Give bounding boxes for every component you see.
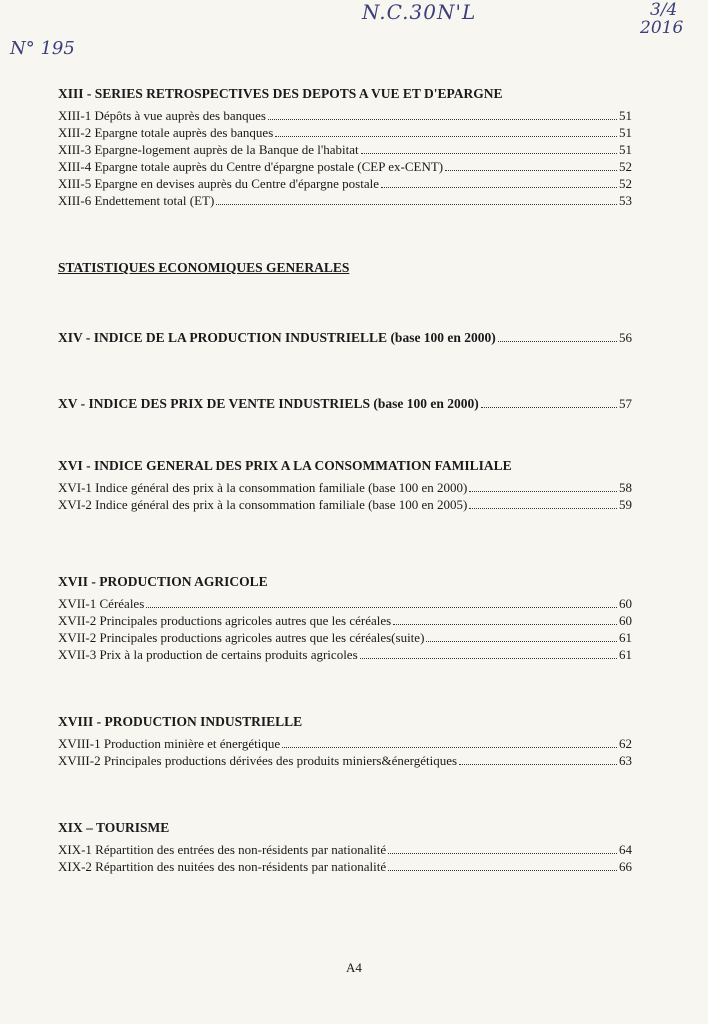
- section-heading: STATISTIQUES ECONOMIQUES GENERALES: [58, 260, 350, 275]
- entry-page: 51: [619, 108, 632, 123]
- handwritten-top-note: N.C.30N'L: [362, 0, 477, 24]
- entry-page: 58: [619, 480, 632, 495]
- toc-entry: [58, 193, 632, 210]
- dot-leader: [393, 614, 617, 625]
- toc-entry: [58, 753, 632, 770]
- page-footer-label: A4: [346, 960, 362, 975]
- toc-title-entry: [58, 330, 632, 346]
- entry-label: XVIII-2 Principales productions dérivées des produits miniers&énergétiques: [58, 753, 458, 768]
- entry-label: XVII-2 Principales productions agricoles autres que les céréales(suite): [58, 630, 425, 645]
- dot-leader: [469, 481, 617, 492]
- toc-entry: [58, 859, 632, 876]
- dot-leader: [388, 843, 617, 854]
- entry-page: 61: [619, 630, 632, 645]
- entry-page: 59: [619, 497, 632, 512]
- section-xiii: [58, 86, 632, 210]
- entry-label: XIX-2 Répartition des nuitées des non-résidents par nationalité: [58, 859, 387, 874]
- dot-leader: [360, 648, 617, 659]
- entry-page: 66: [619, 859, 632, 874]
- section-xiv: [58, 330, 632, 346]
- dot-leader: [268, 109, 617, 120]
- dot-leader: [282, 737, 617, 748]
- entry-label: XVII-2 Principales productions agricoles autres que les céréales: [58, 613, 392, 628]
- entry-label: XIII-6 Endettement total (ET): [58, 193, 215, 208]
- entry-page: 60: [619, 613, 632, 628]
- section-xvi: [58, 458, 632, 514]
- dot-leader: [426, 631, 617, 642]
- toc-entry: [58, 596, 632, 613]
- dot-leader: [459, 754, 617, 765]
- section-title: XIX – TOURISME: [58, 820, 170, 835]
- toc-entry: [58, 842, 632, 859]
- entry-page: 60: [619, 596, 632, 611]
- toc-entry: [58, 142, 632, 159]
- dot-leader: [388, 860, 617, 871]
- dot-leader: [275, 126, 617, 137]
- toc-entry: [58, 736, 632, 753]
- entry-page: 52: [619, 176, 632, 191]
- entry-label: XVI-2 Indice général des prix à la consommation familiale (base 100 en 2005): [58, 497, 468, 512]
- dot-leader: [381, 177, 617, 188]
- dot-leader: [481, 397, 617, 408]
- toc-entry: [58, 176, 632, 193]
- section-xvii: [58, 574, 632, 664]
- dot-leader: [361, 143, 617, 154]
- dot-leader: [469, 498, 617, 509]
- section-xviii: [58, 714, 632, 770]
- toc-entry: [58, 108, 632, 125]
- section-title: XIII - SERIES RETROSPECTIVES DES DEPOTS A VUE ET D'EPARGNE: [58, 86, 503, 101]
- entry-page: 57: [619, 396, 632, 411]
- dot-leader: [146, 597, 617, 608]
- section-title: XVIII - PRODUCTION INDUSTRIELLE: [58, 714, 303, 729]
- entry-page: 62: [619, 736, 632, 751]
- entry-page: 63: [619, 753, 632, 768]
- section-title: XIV - INDICE DE LA PRODUCTION INDUSTRIELLE (base 100 en 2000): [58, 330, 496, 345]
- section-title: XVI - INDICE GENERAL DES PRIX A LA CONSOMMATION FAMILIALE: [58, 458, 512, 473]
- toc-entry: [58, 497, 632, 514]
- entry-label: XVII-3 Prix à la production de certains produits agricoles: [58, 647, 358, 662]
- entry-page: 53: [619, 193, 632, 208]
- entry-page: 56: [619, 330, 632, 345]
- entry-page: 64: [619, 842, 632, 857]
- entry-label: XVIII-1 Production minière et énergétique: [58, 736, 281, 751]
- entry-page: 51: [619, 125, 632, 140]
- toc-entry: [58, 613, 632, 630]
- section-xix: [58, 820, 632, 876]
- section-xv: [58, 396, 632, 412]
- entry-page: 51: [619, 142, 632, 157]
- toc-title-entry: [58, 396, 632, 412]
- entry-label: XIII-4 Epargne totale auprès du Centre d'épargne postale (CEP ex-CENT): [58, 159, 444, 174]
- entry-label: XIX-1 Répartition des entrées des non-résidents par nationalité: [58, 842, 387, 857]
- section-title: XVII - PRODUCTION AGRICOLE: [58, 574, 268, 589]
- entry-label: XIII-3 Epargne-logement auprès de la Banque de l'habitat: [58, 142, 359, 157]
- dot-leader: [498, 331, 617, 342]
- entry-label: XVI-1 Indice général des prix à la consommation familiale (base 100 en 2000): [58, 480, 468, 495]
- toc-entry: [58, 480, 632, 497]
- handwritten-date-note-1: 3/4: [650, 0, 678, 20]
- entry-label: XVII-1 Céréales: [58, 596, 145, 611]
- entry-label: XIII-2 Epargne totale auprès des banques: [58, 125, 274, 140]
- toc-entry: [58, 647, 632, 664]
- entry-page: 61: [619, 647, 632, 662]
- entry-label: XIII-1 Dépôts à vue auprès des banques: [58, 108, 266, 123]
- dot-leader: [216, 194, 617, 205]
- dot-leader: [445, 160, 617, 171]
- entry-page: 52: [619, 159, 632, 174]
- section-statistiques: [58, 260, 632, 282]
- handwritten-date-note-2: 2016: [640, 18, 684, 38]
- toc-entry: [58, 159, 632, 176]
- toc-entry: [58, 630, 632, 647]
- handwritten-number-note: N° 195: [10, 38, 75, 59]
- section-title: XV - INDICE DES PRIX DE VENTE INDUSTRIELS (base 100 en 2000): [58, 396, 479, 411]
- entry-label: XIII-5 Epargne en devises auprès du Centre d'épargne postale: [58, 176, 379, 191]
- toc-entry: [58, 125, 632, 142]
